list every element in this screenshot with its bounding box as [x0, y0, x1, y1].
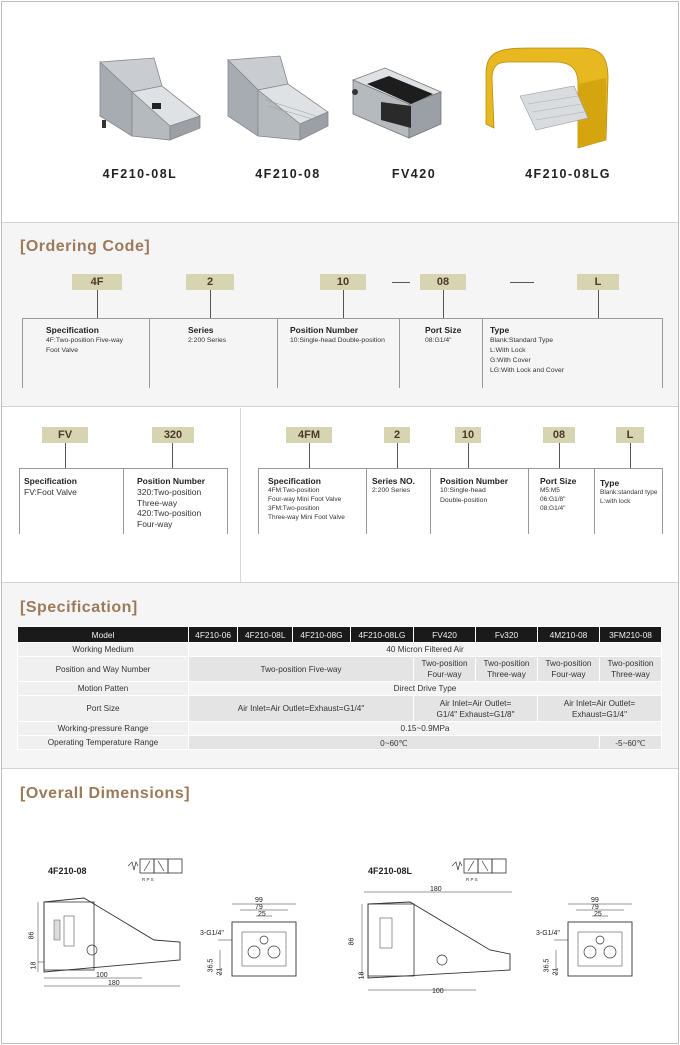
table-cell: Two-position Three-way	[599, 657, 661, 682]
connector	[468, 443, 469, 468]
box-border	[19, 468, 20, 534]
table-cell: Two-position Four-way	[538, 657, 600, 682]
desc-text: 10:Single-head Double-position	[290, 337, 385, 344]
code-box: 2	[186, 274, 234, 290]
connector	[598, 290, 599, 318]
box-border	[594, 468, 595, 534]
code-box: 4F	[72, 274, 122, 290]
desc-text: 08:G1/4"	[425, 337, 452, 344]
connector	[172, 443, 173, 468]
product-label: 4F210-08	[255, 167, 321, 181]
row-label: Position and Way Number	[18, 657, 189, 682]
desc-title: Position Number	[137, 476, 206, 486]
table-row	[18, 736, 662, 750]
dimension-label: 86	[348, 937, 356, 946]
product-image-4f210-08l	[92, 54, 207, 144]
box-border	[258, 468, 259, 534]
header-cell: 4F210-08L	[238, 627, 293, 643]
dimension-label: 86	[28, 931, 36, 940]
code-box: 10	[320, 274, 366, 290]
drawing-label: 4F210-08L	[368, 866, 413, 876]
box-border	[399, 318, 400, 388]
row-label: Motion Patten	[18, 682, 189, 696]
box-border	[528, 468, 529, 534]
code-box: L	[616, 427, 644, 443]
spec-table	[17, 626, 662, 750]
desc-title: Position Number	[440, 476, 509, 486]
header-cell: 4F210-08LG	[350, 627, 413, 643]
connector	[630, 443, 631, 468]
box-border	[430, 468, 431, 534]
divider	[2, 768, 678, 769]
separator-dash	[510, 282, 534, 283]
dimension-label: 36.5	[207, 958, 215, 973]
row-label: Port Size	[18, 696, 189, 722]
connector	[309, 443, 310, 468]
valve-symbol-icon	[126, 853, 188, 883]
code-box: 2	[384, 427, 410, 443]
product-image-4f210-08lg	[478, 44, 610, 152]
dimension-label: 25	[594, 911, 602, 918]
desc-title: Port Size	[540, 476, 577, 486]
header-cell: FV420	[414, 627, 476, 643]
connector	[97, 290, 98, 318]
desc-title: Type	[600, 478, 620, 488]
connector	[65, 443, 66, 468]
code-box: 10	[455, 427, 481, 443]
desc-title: Type	[490, 325, 510, 335]
box-border	[277, 318, 278, 388]
connector	[397, 443, 398, 468]
desc-title: Specification	[268, 476, 321, 486]
table-row	[18, 696, 662, 722]
dimension-label: 36.5	[543, 958, 551, 973]
product-label: FV420	[391, 167, 437, 181]
header-cell: 4M210-08	[538, 627, 600, 643]
dimension-label: 79	[255, 904, 263, 911]
drawing-label: 4F210-08	[48, 866, 87, 876]
box-border	[662, 468, 663, 534]
box-border	[662, 318, 663, 388]
table-row	[18, 657, 662, 682]
row-label: Working Medium	[18, 643, 189, 657]
box-border	[22, 318, 23, 388]
dimension-label: 18	[358, 971, 366, 980]
header-cell: 4F210-06	[189, 627, 238, 643]
table-cell: 0.15~0.9MPa	[189, 722, 662, 736]
connector	[559, 443, 560, 468]
desc-text: 10:Single-head Double-position	[440, 487, 488, 504]
box-border	[366, 468, 367, 534]
desc-text: 2:200 Series	[372, 487, 411, 494]
box-border	[258, 468, 663, 469]
table-cell: Two-position Five-way	[189, 657, 414, 682]
product-label: 4F210-08LG	[525, 167, 611, 181]
product-label: 4F210-08L	[102, 167, 178, 181]
table-row	[18, 722, 662, 736]
desc-title: Specification	[46, 325, 99, 335]
svg-text:R P S: R P S	[142, 877, 154, 882]
desc-text: 2:200 Series	[188, 337, 227, 344]
page-frame	[1, 1, 679, 1044]
front-view-drawing-left	[196, 896, 306, 992]
table-header-row	[18, 627, 662, 643]
header-cell: Fv320	[476, 627, 538, 643]
table-cell: Direct Drive Type	[189, 682, 662, 696]
table-cell: Air Inlet=Air Outlet=Exhaust=G1/4"	[189, 696, 414, 722]
dimension-label: 3-G1/4"	[200, 930, 224, 937]
desc-text: 320:Two-position Three-way 420:Two-position Four-way	[137, 487, 202, 529]
box-border	[123, 468, 124, 534]
side-view-drawing-right	[350, 884, 520, 1000]
box-border	[482, 318, 483, 388]
dimension-label: 18	[30, 961, 38, 970]
table-cell: Air Inlet=Air Outlet= G1/4" Exhaust=G1/8"	[414, 696, 538, 722]
desc-text: Blank:Standard Type L:With Lock G:With Cover LG:With Lock and Cover	[490, 337, 565, 374]
dimension-label: 79	[591, 904, 599, 911]
code-box: 08	[543, 427, 575, 443]
table-cell: Two-position Four-way	[414, 657, 476, 682]
code-box: FV	[42, 427, 88, 443]
dimension-label: 180	[108, 980, 120, 987]
connector	[210, 290, 211, 318]
svg-text:R P S: R P S	[466, 877, 478, 882]
code-box: L	[577, 274, 619, 290]
dimension-label: 100	[432, 988, 444, 995]
desc-title: Position Number	[290, 325, 359, 335]
table-cell: Air Inlet=Air Outlet= Exhaust=G1/4"	[538, 696, 662, 722]
table-row	[18, 682, 662, 696]
desc-text: FV:Foot Valve	[24, 487, 77, 497]
box-border	[149, 318, 150, 388]
table-cell: -5~60℃	[599, 736, 661, 750]
connector	[443, 290, 444, 318]
row-label: Working-pressure Range	[18, 722, 189, 736]
desc-text: Blank:standard type L:with lock	[600, 489, 658, 505]
section-title-dimensions: [Overall Dimensions]	[20, 785, 191, 802]
divider	[2, 406, 678, 407]
box-border	[22, 318, 663, 319]
desc-title: Series	[188, 325, 214, 335]
dimension-label: 99	[591, 897, 599, 904]
panel-divider	[240, 408, 241, 582]
valve-symbol-icon	[450, 853, 512, 883]
desc-text: M5:M5 06:G1/8" 08:G1/4"	[540, 487, 566, 512]
separator-dash	[392, 282, 410, 283]
table-cell: Two-position Three-way	[476, 657, 538, 682]
code-box: 320	[152, 427, 194, 443]
dimension-label: 21	[552, 967, 560, 976]
desc-title: Series NO.	[372, 476, 415, 486]
code-box: 4FM	[286, 427, 332, 443]
section-title-ordering: [Ordering Code]	[20, 238, 151, 255]
box-border	[227, 468, 228, 534]
dimension-label: 25	[258, 911, 266, 918]
dimension-label: 180	[430, 886, 442, 893]
table-cell: 40 Micron Filtered Air	[189, 643, 662, 657]
desc-text: 4FM:Two-position Four-way Mini Foot Valve 3FM:Two-position Three-way Mini Foot Valve	[268, 487, 345, 521]
header-cell: 3FM210-08	[599, 627, 661, 643]
table-cell: 0~60℃	[189, 736, 600, 750]
product-image-4f210-08	[220, 52, 335, 144]
front-view-drawing-right	[532, 896, 642, 992]
desc-title: Specification	[24, 476, 77, 486]
row-label: Operating Temperature Range	[18, 736, 189, 750]
connector	[343, 290, 344, 318]
dimension-label: 100	[96, 972, 108, 979]
section-title-spec: [Specification]	[20, 599, 138, 616]
dimension-label: 21	[216, 967, 224, 976]
code-box: 08	[420, 274, 466, 290]
desc-title: Port Size	[425, 325, 462, 335]
header-cell: Model	[18, 627, 189, 643]
product-image-fv420	[345, 62, 455, 142]
dimension-label: 3-G1/4"	[536, 930, 560, 937]
dimension-label: 99	[255, 897, 263, 904]
header-cell: 4F210-08G	[293, 627, 350, 643]
table-row	[18, 643, 662, 657]
desc-text: 4F:Two-position Five-way Foot Valve	[46, 337, 124, 354]
